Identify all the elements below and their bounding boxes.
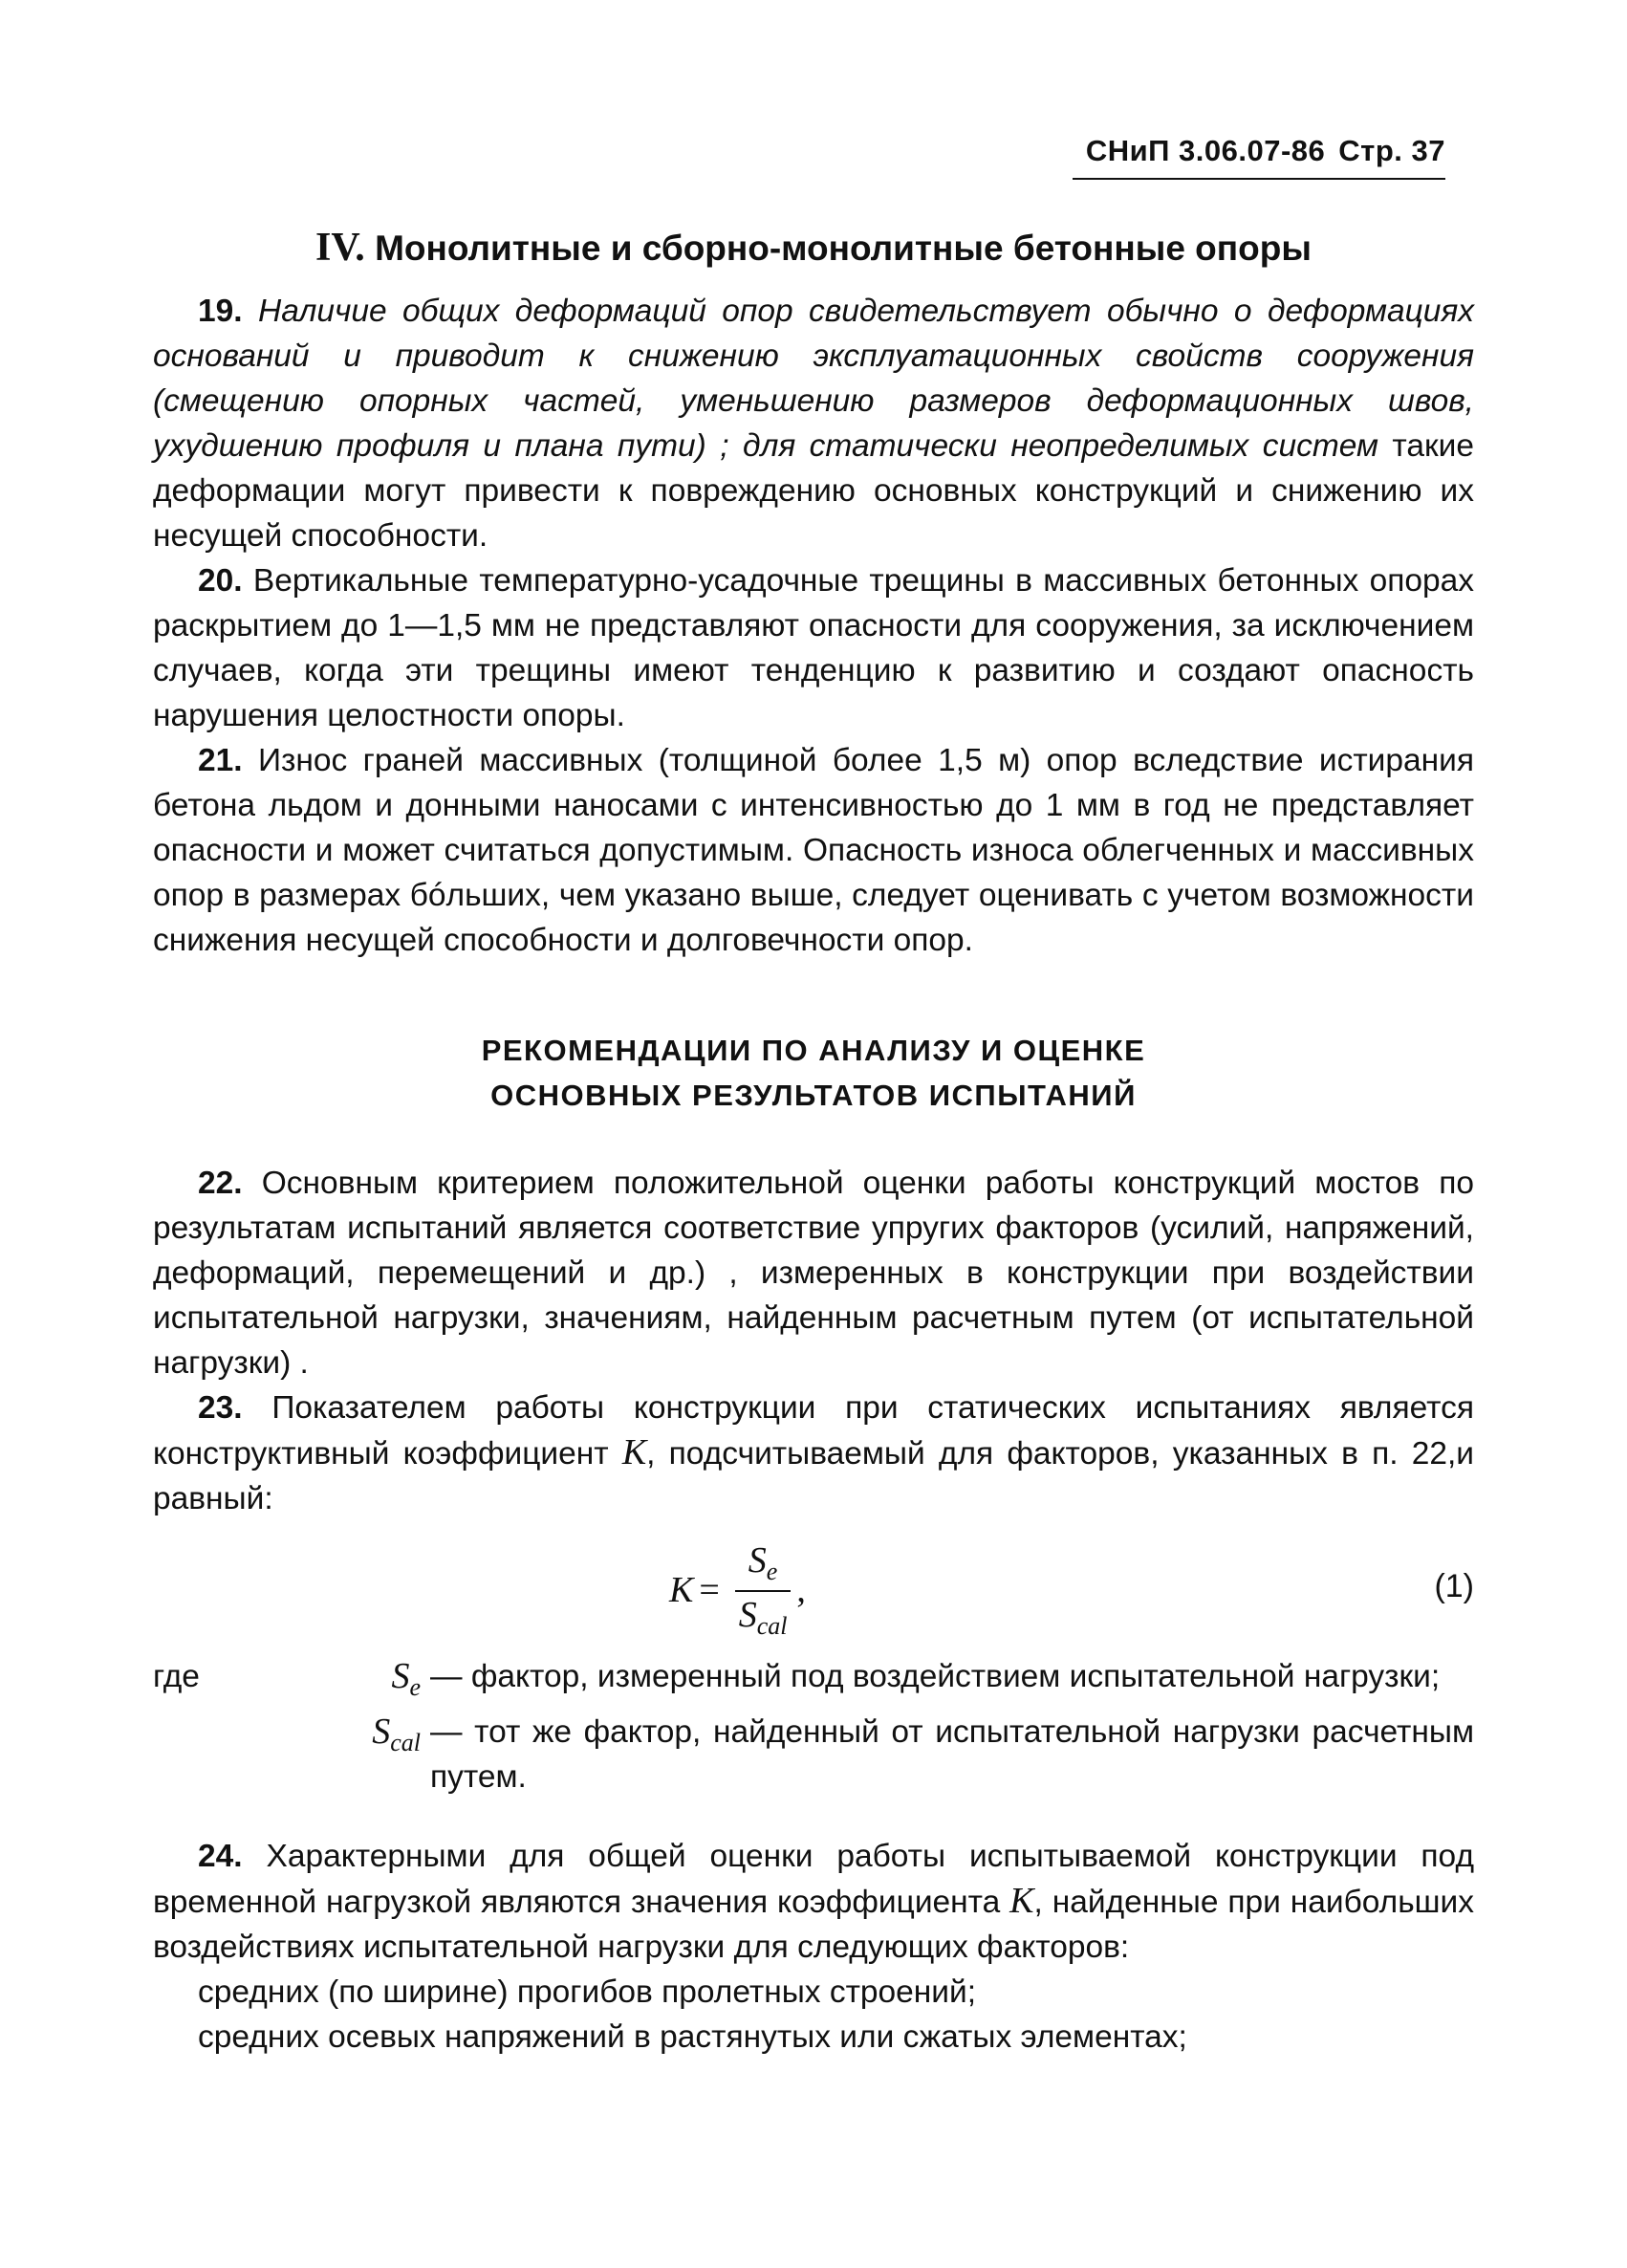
page-header: [1073, 134, 1445, 180]
section-title-text: Монолитные и сборно-монолитные бетонные опоры: [375, 229, 1312, 268]
legend-symbol-subscript: cal: [390, 1729, 421, 1756]
legend-symbol-subscript: e: [409, 1673, 421, 1701]
paragraph-text-continued: , найденные при наибольших воздействиях испытательной нагрузки для следующих факторов:: [153, 1885, 1475, 1965]
legend-description: [430, 1710, 1474, 1799]
formula-fraction: [735, 1539, 792, 1641]
legend-dash: —: [430, 1714, 463, 1750]
body-block-upper: [153, 289, 1474, 963]
legend-symbol: [268, 1654, 430, 1710]
paragraph-23: [153, 1385, 1474, 1521]
legend-row: [153, 1710, 1474, 1799]
paragraph-number: 24.: [198, 1839, 243, 1874]
formula-lhs: K: [669, 1570, 694, 1610]
coefficient-symbol: K: [621, 1432, 647, 1472]
legend-description: [430, 1654, 1474, 1699]
paragraph-24: [153, 1834, 1474, 1970]
legend-text: тот же фактор, найденный от испытательной нагрузки расчетным путем.: [430, 1714, 1475, 1795]
paragraph-text: Основным критерием положительной оценки работы конструкций мостов по результатам испытаний является соответствие упругих факторов (усилий, напряжений, деформаций, перемещений и др.) , измеренных в конструкции при воздействии испытательной нагрузки, значениям, найденным расчетным путем (от испытательной нагрузки) .: [153, 1166, 1474, 1381]
paragraph-21: [153, 738, 1474, 963]
recommendations-heading: [153, 1028, 1474, 1118]
legend-row: [153, 1654, 1474, 1710]
paragraph-number: 20.: [198, 563, 243, 599]
document-code: СНиП 3.06.07-86: [1085, 134, 1326, 167]
formula-comma: ,: [796, 1570, 806, 1610]
numerator-symbol: S: [748, 1540, 767, 1581]
recommendations-heading-line-2: ОСНОВНЫХ РЕЗУЛЬТАТОВ ИСПЫТАНИЙ: [490, 1079, 1137, 1112]
paragraph-text-continued: , подсчитываемый для факторов, указанных в п. 22,и равный:: [153, 1436, 1475, 1516]
legend-text: фактор, измеренный под воздействием испытательной нагрузки;: [470, 1659, 1441, 1694]
denominator-symbol: S: [738, 1595, 757, 1635]
list-item: средних (по ширине) прогибов пролетных строений;: [198, 1974, 977, 2010]
legend-symbol: [268, 1710, 430, 1765]
fraction-denominator: [739, 1592, 788, 1641]
legend-dash: —: [430, 1659, 463, 1694]
section-roman-numeral: IV.: [315, 226, 365, 270]
paragraph-text-italic: Наличие общих деформаций опор свидетельствует обычно о деформациях оснований и приводит к снижению эксплуатационных свойств сооружения (смещению опорных частей, уменьшению размеров деформационных швов, ухудшению профиля и плана пути) ; для статически неопределимых систем: [153, 294, 1474, 464]
paragraph-22: [153, 1161, 1474, 1385]
fraction-numerator: [735, 1539, 792, 1592]
section-title: [0, 225, 1627, 271]
paragraph-number: 21.: [198, 743, 243, 778]
paragraph-text: такие деформации могут привести к повреждению основных конструкций и снижению их несущей способности.: [153, 428, 1475, 554]
page-number: Стр. 37: [1338, 134, 1445, 167]
paragraph-number: 22.: [198, 1166, 243, 1201]
list-item: средних осевых напряжений в растянутых или сжатых элементах;: [198, 2019, 1187, 2055]
formula-number: (1): [1434, 1568, 1474, 1604]
paragraph-number: 23.: [198, 1390, 243, 1426]
paragraph-number: 19.: [198, 294, 243, 329]
legend-symbol-base: S: [372, 1712, 391, 1752]
paragraph-19: [153, 289, 1474, 558]
formula-equals: =: [699, 1570, 720, 1610]
formula-1: [153, 1537, 1474, 1643]
paragraph-20: [153, 558, 1474, 738]
paragraph-text: Вертикальные температурно-усадочные трещины в массивных бетонных опорах раскрытием до 1—1,5 мм не представляют опасности для сооружения, за исключением случаев, когда эти трещины имеют тенденцию к развитию и создают опасность нарушения целостности опоры.: [153, 563, 1474, 733]
recommendations-heading-line-1: РЕКОМЕНДАЦИИ ПО АНАЛИЗУ И ОЦЕНКЕ: [481, 1034, 1146, 1067]
legend-symbol-base: S: [391, 1656, 410, 1696]
coefficient-symbol: K: [1009, 1881, 1034, 1921]
paragraph-text: Показателем работы конструкции при статических испытаниях является конструктивный коэффициент: [153, 1390, 1474, 1472]
body-block-middle: [153, 1161, 1474, 1521]
formula-legend: [153, 1654, 1474, 1799]
legend-where-label: где: [153, 1659, 200, 1694]
body-block-lower: [153, 1834, 1474, 2060]
paragraph-text: Характерными для общей оценки работы испытываемой конструкции под временной нагрузкой являются значения коэффициента: [153, 1839, 1475, 1920]
numerator-subscript: e: [766, 1558, 778, 1585]
paragraph-text: Износ граней массивных (толщиной более 1,5 м) опор вследствие истирания бетона льдом и донными наносами с интенсивностью до 1 мм в год не представляет опасности и может считаться допустимым. Опасность износа облегченных и массивных опор в размерах бóльших, чем указано выше, следует оценивать с учетом возможности снижения несущей способности и долговечности опор.: [153, 743, 1474, 958]
formula-expression: [669, 1537, 806, 1643]
denominator-subscript: cal: [756, 1612, 788, 1640]
